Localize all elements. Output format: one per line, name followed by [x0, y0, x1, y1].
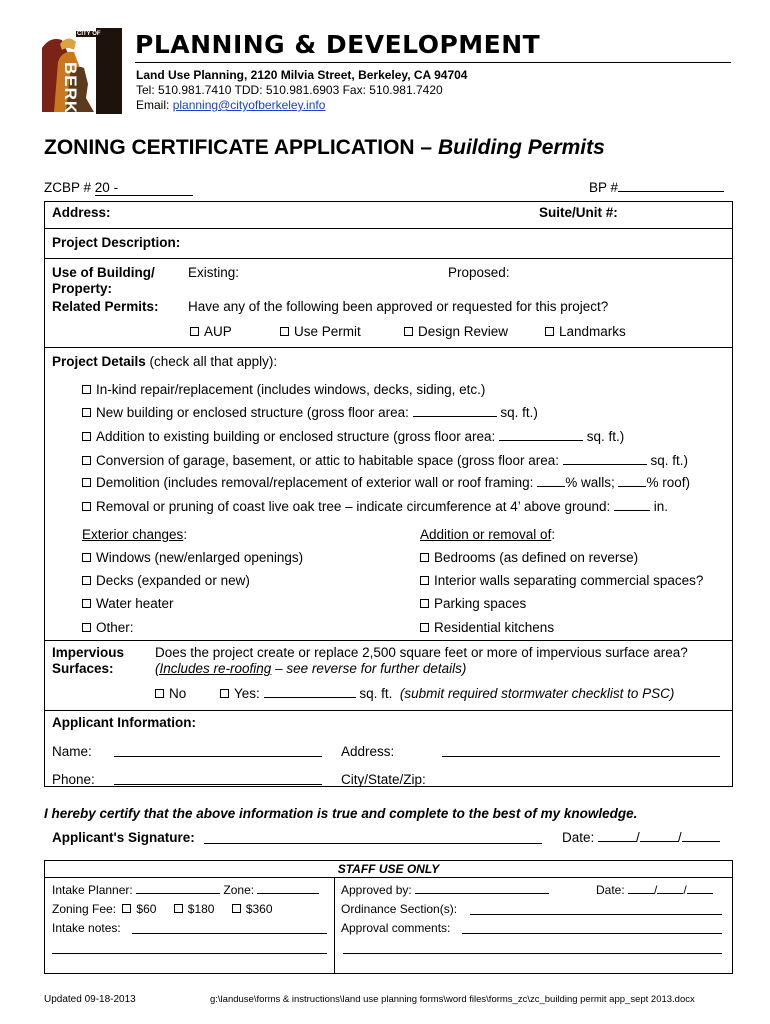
ordinance-field[interactable]	[470, 914, 722, 915]
applicant-heading: Applicant Information:	[52, 715, 196, 730]
applicant-address-field[interactable]	[442, 756, 720, 757]
certify-date[interactable]: Date: / /	[562, 830, 720, 845]
impervious-yes[interactable]: Yes: sq. ft. (submit required stormwater checklist to PSC)	[220, 686, 674, 701]
phone-line: Tel: 510.981.7410 TDD: 510.981.6903 Fax: 510.981.7420	[136, 83, 443, 97]
checkbox[interactable]	[82, 408, 91, 417]
applicant-address-label: Address:	[341, 744, 395, 759]
detail-item[interactable]: New building or enclosed structure (gross floor area: sq. ft.)	[82, 405, 538, 420]
use-of-building-label: Use of Building/ Property:	[52, 265, 155, 296]
project-details-heading: Project Details (check all that apply):	[52, 354, 278, 369]
exterior-changes-heading: Exterior changes:	[82, 527, 188, 542]
checkbox[interactable]	[155, 689, 164, 698]
fill-line[interactable]	[614, 499, 650, 511]
checkbox[interactable]	[420, 576, 429, 585]
signature-label: Applicant's Signature:	[52, 830, 195, 845]
related-permits-question: Have any of the following been approved or requested for this project?	[188, 299, 609, 314]
city-logo-icon	[40, 28, 122, 114]
permit-option-use-permit[interactable]: Use Permit	[280, 324, 361, 339]
checkbox[interactable]	[420, 623, 429, 632]
email-label: Email:	[136, 98, 170, 112]
permit-option-aup[interactable]: AUP	[190, 324, 232, 339]
approval-comments-label: Approval comments:	[341, 921, 451, 935]
bp-field[interactable]	[618, 180, 724, 192]
project-description-label: Project Description:	[52, 235, 181, 250]
page-title-main: ZONING CERTIFICATE APPLICATION –	[44, 136, 438, 159]
exterior-item[interactable]: Water heater	[82, 596, 174, 611]
checkbox[interactable]	[82, 599, 91, 608]
fill-line[interactable]	[264, 686, 356, 698]
signature-field[interactable]	[204, 843, 542, 844]
checkbox[interactable]	[82, 478, 91, 487]
footer-updated: Updated 09-18-2013	[44, 994, 136, 1005]
proposed-label: Proposed:	[448, 265, 510, 280]
staff-date: Date: / /	[596, 882, 713, 897]
detail-item[interactable]: Conversion of garage, basement, or attic to habitable space (gross floor area: sq. ft.)	[82, 453, 688, 468]
ordinance-label: Ordinance Section(s):	[341, 902, 458, 916]
exterior-item[interactable]: Windows (new/enlarged openings)	[82, 550, 303, 565]
footer-path: g:\landuse\forms & instructions\land use planning forms\word files\forms_zc\zc_building permit app_sept 2013.docx	[210, 994, 695, 1005]
detail-item[interactable]: Addition to existing building or enclosed structure (gross floor area: sq. ft.)	[82, 429, 624, 444]
fill-line[interactable]	[499, 429, 583, 441]
zcbp-label: ZCBP #	[44, 180, 92, 195]
impervious-question: Does the project create or replace 2,500 square feet or more of impervious surface area?	[155, 645, 688, 660]
intake-notes-field-2[interactable]	[52, 953, 327, 954]
dept-title: PLANNING & DEVELOPMENT	[135, 30, 541, 59]
checkbox[interactable]	[122, 904, 131, 913]
checkbox[interactable]	[190, 327, 199, 336]
page-title	[44, 136, 605, 160]
addition-item[interactable]: Bedrooms (as defined on reverse)	[420, 550, 638, 565]
approved-by: Approved by:	[341, 882, 549, 897]
header-rule	[135, 62, 731, 63]
exterior-item[interactable]: Other:	[82, 620, 134, 635]
checkbox[interactable]	[82, 502, 91, 511]
zcbp-field[interactable]: 20 -	[95, 180, 193, 196]
impervious-label: Impervious Surfaces:	[52, 645, 125, 676]
applicant-city-label: City/State/Zip:	[341, 772, 426, 787]
certify-date-label: Date:	[562, 830, 595, 845]
checkbox[interactable]	[420, 553, 429, 562]
addition-item[interactable]: Interior walls separating commercial spaces?	[420, 573, 703, 588]
fill-line[interactable]	[563, 453, 647, 465]
address-line: Land Use Planning, 2120 Milvia Street, Berkeley, CA 94704	[136, 68, 468, 82]
checkbox[interactable]	[404, 327, 413, 336]
addition-item[interactable]: Parking spaces	[420, 596, 526, 611]
zoning-fee: Zoning Fee: $60 $180 $360	[52, 902, 273, 916]
checkbox[interactable]	[545, 327, 554, 336]
checkbox[interactable]	[420, 599, 429, 608]
checkbox[interactable]	[82, 456, 91, 465]
existing-label: Existing:	[188, 265, 240, 280]
impervious-note: (Includes re-roofing – see reverse for further details)	[155, 661, 467, 676]
email-link[interactable]: planning@cityofberkeley.info	[172, 98, 326, 112]
permit-option-design-review[interactable]: Design Review	[404, 324, 508, 339]
related-permits-label: Related Permits:	[52, 299, 159, 314]
addition-removal-heading: Addition or removal of:	[420, 527, 556, 542]
addition-item[interactable]: Residential kitchens	[420, 620, 554, 635]
fill-line[interactable]	[413, 405, 497, 417]
checkbox[interactable]	[82, 385, 91, 394]
checkbox[interactable]	[82, 576, 91, 585]
detail-item[interactable]: Removal or pruning of coast live oak tree – indicate circumference at 4’ above ground: in.	[82, 499, 668, 514]
applicant-phone-field[interactable]	[114, 784, 322, 785]
certify-statement: I hereby certify that the above information is true and complete to the best of my knowledge.	[44, 806, 638, 821]
checkbox[interactable]	[82, 432, 91, 441]
checkbox[interactable]	[220, 689, 229, 698]
applicant-name-label: Name:	[52, 744, 92, 759]
detail-item[interactable]: In-kind repair/replacement (includes windows, decks, siding, etc.)	[82, 382, 485, 397]
logo-name-text: BERKELEY	[61, 62, 80, 163]
applicant-name-field[interactable]	[114, 756, 322, 757]
city-logo	[40, 28, 122, 163]
bp-label: BP #	[589, 180, 619, 195]
approval-comments-field-2[interactable]	[343, 953, 722, 954]
intake-planner: Intake Planner: Zone:	[52, 882, 319, 897]
intake-notes-field[interactable]	[132, 933, 327, 934]
suite-label: Suite/Unit #:	[539, 205, 618, 220]
permit-option-landmarks[interactable]: Landmarks	[545, 324, 626, 339]
impervious-no[interactable]: No	[155, 686, 186, 701]
staff-title: STAFF USE ONLY	[337, 862, 440, 876]
page-title-italic: Building Permits	[437, 136, 605, 159]
intake-notes-label: Intake notes:	[52, 921, 121, 935]
zcbp-ref	[44, 180, 193, 196]
detail-item[interactable]: Demolition (includes removal/replacement of exterior wall or roof framing: % walls; % roof)	[82, 475, 690, 490]
applicant-phone-label: Phone:	[52, 772, 95, 787]
fill-line[interactable]	[537, 475, 565, 487]
checkbox[interactable]	[82, 553, 91, 562]
logo-city-text: CITY OF	[77, 31, 101, 37]
exterior-item[interactable]: Decks (expanded or new)	[82, 573, 250, 588]
bp-ref	[589, 180, 724, 195]
fill-line[interactable]	[618, 475, 646, 487]
approval-comments-field[interactable]	[462, 933, 722, 934]
address-label: Address:	[52, 205, 111, 220]
email-line	[136, 98, 325, 112]
checkbox[interactable]	[232, 904, 241, 913]
checkbox[interactable]	[174, 904, 183, 913]
checkbox[interactable]	[82, 623, 91, 632]
checkbox[interactable]	[280, 327, 289, 336]
